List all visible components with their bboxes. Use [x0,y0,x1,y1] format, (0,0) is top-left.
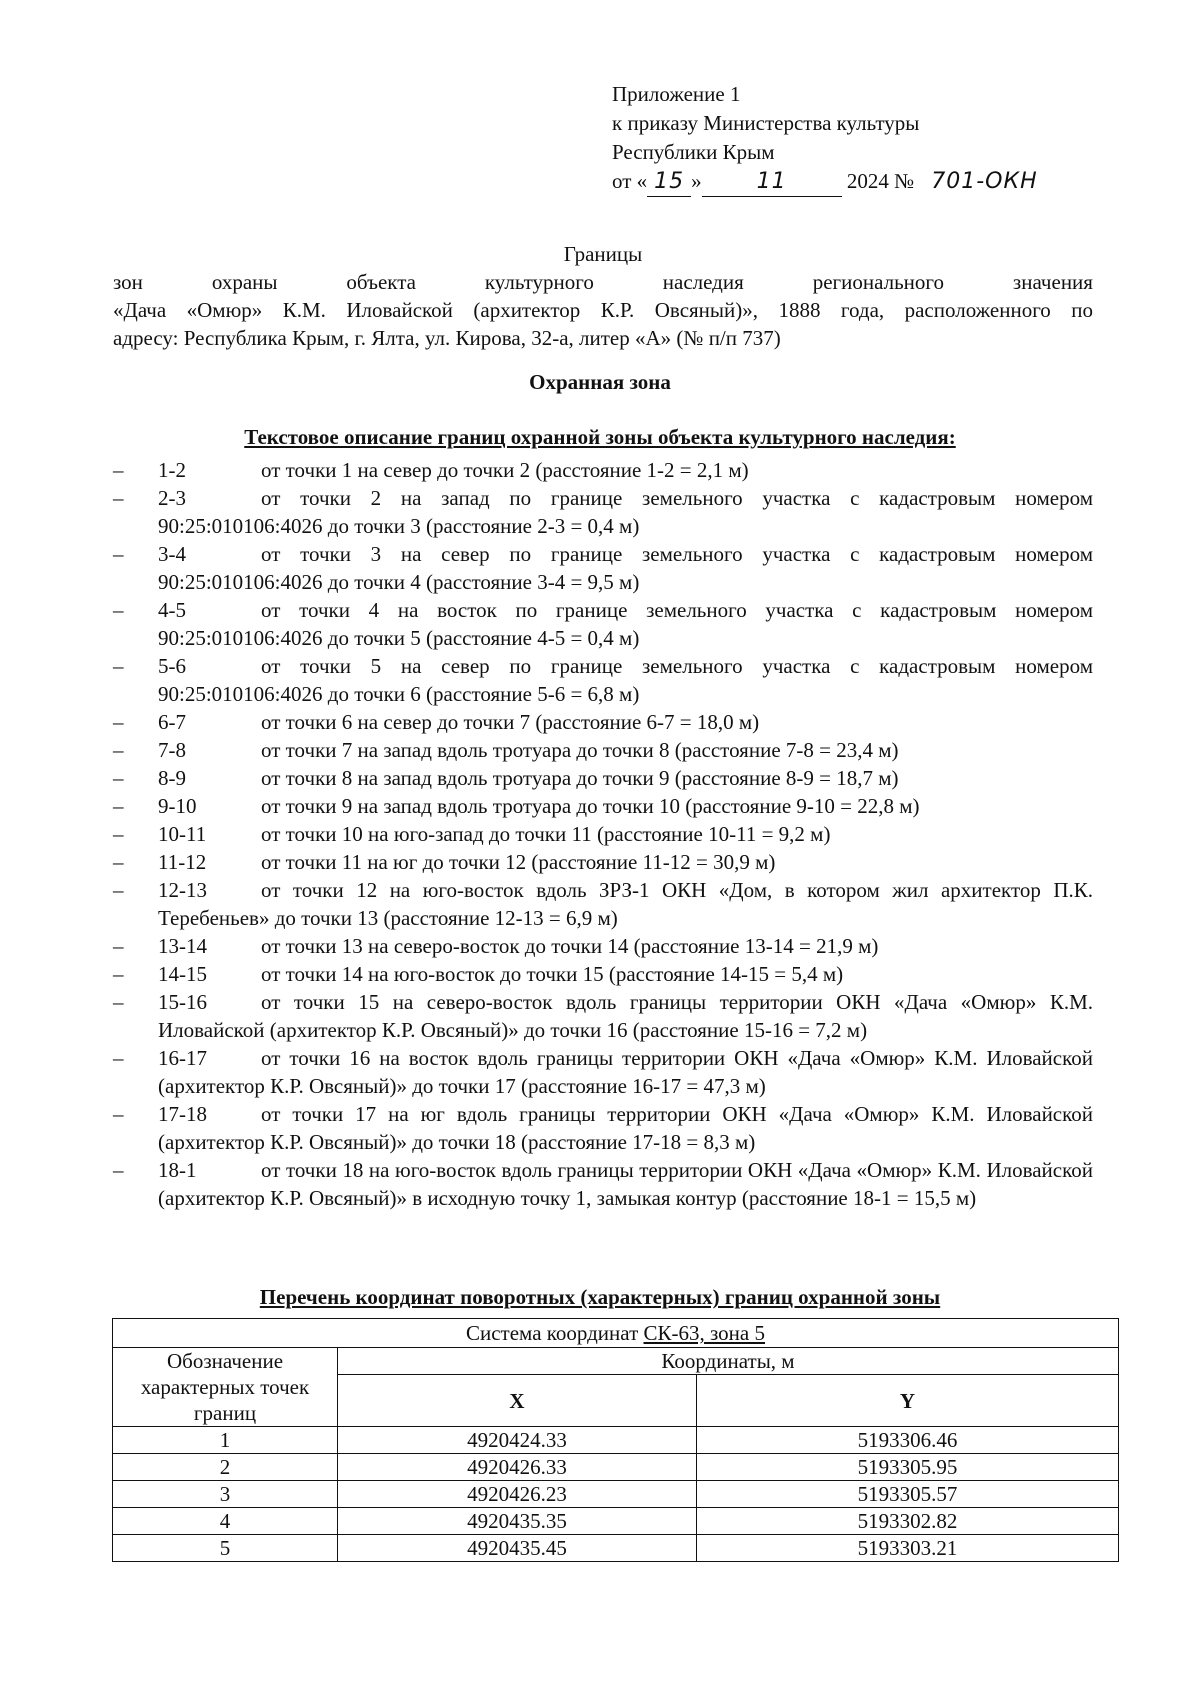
table-system-row [113,1319,1119,1348]
list-item-body [158,1044,1093,1100]
list-item [113,736,1093,764]
segment-code: 14-15 [158,962,207,986]
list-item-body [158,988,1093,1044]
title-word: значения [1012,270,1093,294]
segment-text: от точки 10 на юго-запад до точки 11 (расстояние 10-11 = 9,2 м) [261,822,831,846]
col-x-header: X [338,1375,697,1427]
list-dash: – [113,1102,124,1126]
list-item-body [158,540,1093,596]
list-dash: – [113,766,124,790]
list-item-body [158,708,1093,736]
table-row [113,1454,1119,1481]
segment-text: от точки 2 на запад по границе земельного участка с кадастровым номером 90:25:010106:4026 до точки 3 (расстояние 2-3 = 0,4 м) [158,486,1093,538]
cell-y: 5193302.82 [697,1508,1119,1535]
list-item [113,456,1093,484]
cell-x: 4920424.33 [338,1427,697,1454]
list-item [113,960,1093,988]
list-dash: – [113,598,124,622]
list-item [113,932,1093,960]
list-dash: – [113,542,124,566]
cell-x: 4920435.35 [338,1508,697,1535]
list-dash: – [113,934,124,958]
list-item [113,764,1093,792]
segment-code: 5-6 [158,654,186,678]
list-item-body [158,1156,1093,1212]
col-point-header: Обозначение характерных точек границ [113,1348,338,1427]
appendix-header [612,80,1112,197]
title-word: объекта [346,270,416,294]
list-dash: – [113,654,124,678]
list-dash: – [113,1046,124,1070]
list-item-body [158,736,1093,764]
list-dash: – [113,486,124,510]
segment-text: от точки 15 на северо-восток вдоль границы территории ОКН «Дача «Омюр» К.М. Иловайской (архитектор К.Р. Овсяный)» до точки 16 (расстояние 15-16 = 7,2 м) [158,990,1093,1042]
segment-code: 16-17 [158,1046,207,1070]
date-mid: » [691,169,702,193]
list-item-body [158,652,1093,708]
segment-code: 3-4 [158,542,186,566]
col-y-header: Y [697,1375,1119,1427]
republic-name: Республики Крым [612,140,775,164]
segment-text: от точки 7 на запад вдоль тротуара до точки 8 (расстояние 7-8 = 23,4 м) [261,738,899,762]
cell-x: 4920435.45 [338,1535,697,1562]
segment-code: 15-16 [158,990,207,1014]
list-item [113,848,1093,876]
segment-text: от точки 18 на юго-восток вдоль границы территории ОКН «Дача «Омюр» К.М. Иловайской (архитектор К.Р. Овсяный)» в исходную точку 1, замыкая контур (расстояние 18-1 = 15,5 м) [158,1158,1093,1210]
segment-code: 2-3 [158,486,186,510]
list-dash: – [113,710,124,734]
title-main: Границы [563,242,643,266]
segment-text: от точки 14 на юго-восток до точки 15 (расстояние 14-15 = 5,4 м) [261,962,844,986]
title-line-3: адресу: Республика Крым, г. Ялта, ул. Кирова, 32-а, литер «А» (№ п/п 737) [113,326,781,350]
list-item [113,1044,1093,1100]
cell-point: 4 [113,1508,338,1535]
date-prefix: от « [612,169,648,193]
coordinates-heading: Перечень координат поворотных (характерных) границ охранной зоны [259,1285,941,1309]
cell-point: 3 [113,1481,338,1508]
segment-text: от точки 13 на северо-восток до точки 14 (расстояние 13-14 = 21,9 м) [261,934,879,958]
segment-code: 11-12 [158,850,207,874]
boundary-description-list [113,456,1093,1212]
list-dash: – [113,794,124,818]
cell-y: 5193305.57 [697,1481,1119,1508]
list-item-body [158,876,1093,932]
segment-text: от точки 12 на юго-восток вдоль ЗРЗ-1 ОКН «Дом, в котором жил архитектор П.К. Теребеньев» до точки 13 (расстояние 12-13 = 6,9 м) [158,878,1093,930]
cell-point: 2 [113,1454,338,1481]
system-name: СК-63, зона 5 [643,1321,765,1345]
table-header-row-1 [113,1348,1119,1375]
segment-code: 18-1 [158,1158,197,1182]
col-coords-header: Координаты, м [338,1348,1119,1375]
document-title [113,240,1093,352]
list-item [113,540,1093,596]
list-item-body [158,484,1093,540]
cell-y: 5193306.46 [697,1427,1119,1454]
list-item-body [158,932,1093,960]
list-dash: – [113,458,124,482]
list-dash: – [113,962,124,986]
segment-text: от точки 3 на север по границе земельного участка с кадастровым номером 90:25:010106:4026 до точки 4 (расстояние 3-4 = 9,5 м) [158,542,1093,594]
title-word: зон [113,270,143,294]
list-item [113,596,1093,652]
list-dash: – [113,1158,124,1182]
segment-code: 13-14 [158,934,207,958]
order-date-line [612,167,1112,197]
cell-y: 5193305.95 [697,1454,1119,1481]
list-item [113,988,1093,1044]
table-row [113,1535,1119,1562]
segment-text: от точки 11 на юг до точки 12 (расстояние 11-12 = 30,9 м) [261,850,776,874]
coordinate-system-cell [113,1319,1119,1348]
list-item-body [158,596,1093,652]
table-row [113,1427,1119,1454]
list-item [113,1156,1093,1212]
title-word: регионального [812,270,944,294]
date-day-handwritten: 15 [647,167,691,197]
cell-y: 5193303.21 [697,1535,1119,1562]
list-item-body [158,820,1093,848]
title-word: охраны [211,270,278,294]
cell-point: 1 [113,1427,338,1454]
protection-zone-heading: Охранная зона [529,370,671,394]
list-item [113,652,1093,708]
segment-code: 8-9 [158,766,186,790]
cell-x: 4920426.23 [338,1481,697,1508]
segment-code: 6-7 [158,710,186,734]
cell-point: 5 [113,1535,338,1562]
segment-text: от точки 4 на восток по границе земельного участка с кадастровым номером 90:25:010106:4026 до точки 5 (расстояние 4-5 = 0,4 м) [158,598,1093,650]
title-word: культурного [484,270,594,294]
list-item [113,876,1093,932]
segment-text: от точки 1 на север до точки 2 (расстояние 1-2 = 2,1 м) [261,458,749,482]
segment-text: от точки 9 на запад вдоль тротуара до точки 10 (расстояние 9-10 = 22,8 м) [261,794,920,818]
list-dash: – [113,990,124,1014]
table-row [113,1508,1119,1535]
list-item [113,484,1093,540]
segment-text: от точки 6 на север до точки 7 (расстояние 6-7 = 18,0 м) [261,710,760,734]
list-item [113,792,1093,820]
list-item [113,708,1093,736]
description-heading: Текстовое описание границ охранной зоны объекта культурного наследия: [244,425,956,449]
date-year: 2024 № [846,169,915,193]
order-number-handwritten: 701-ОКН [931,169,1038,194]
list-item-body [158,848,1093,876]
list-dash: – [113,878,124,902]
appendix-label: Приложение 1 [612,82,741,106]
title-word: наследия [662,270,744,294]
list-dash: – [113,738,124,762]
segment-code: 9-10 [158,794,197,818]
segment-code: 7-8 [158,738,186,762]
list-item-body [158,456,1093,484]
segment-code: 4-5 [158,598,186,622]
segment-code: 10-11 [158,822,207,846]
list-item [113,820,1093,848]
cell-x: 4920426.33 [338,1454,697,1481]
list-dash: – [113,850,124,874]
segment-code: 12-13 [158,878,207,902]
segment-text: от точки 16 на восток вдоль границы территории ОКН «Дача «Омюр» К.М. Иловайской (архитектор К.Р. Овсяный)» до точки 17 (расстояние 16-17 = 47,3 м) [158,1046,1093,1098]
coordinates-table [112,1318,1119,1562]
list-item [113,1100,1093,1156]
system-prefix: Система координат [465,1321,644,1345]
segment-code: 1-2 [158,458,186,482]
list-item-body [158,1100,1093,1156]
table-row [113,1481,1119,1508]
list-item-body [158,764,1093,792]
list-dash: – [113,822,124,846]
segment-text: от точки 8 на запад вдоль тротуара до точки 9 (расстояние 8-9 = 18,7 м) [261,766,899,790]
list-item-body [158,792,1093,820]
segment-code: 17-18 [158,1102,207,1126]
list-item-body [158,960,1093,988]
title-line-1 [113,268,1093,296]
date-month-handwritten: 11 [702,167,842,197]
title-line-2: «Дача «Омюр» К.М. Иловайской (архитектор К.Р. Овсяный)», 1888 года, расположенного по [113,298,1093,322]
segment-text: от точки 5 на север по границе земельного участка с кадастровым номером 90:25:010106:4026 до точки 6 (расстояние 5-6 = 6,8 м) [158,654,1093,706]
order-reference: к приказу Министерства культуры [612,111,920,135]
segment-text: от точки 17 на юг вдоль границы территории ОКН «Дача «Омюр» К.М. Иловайской (архитектор К.Р. Овсяный)» до точки 18 (расстояние 17-18 = 8,3 м) [158,1102,1093,1154]
